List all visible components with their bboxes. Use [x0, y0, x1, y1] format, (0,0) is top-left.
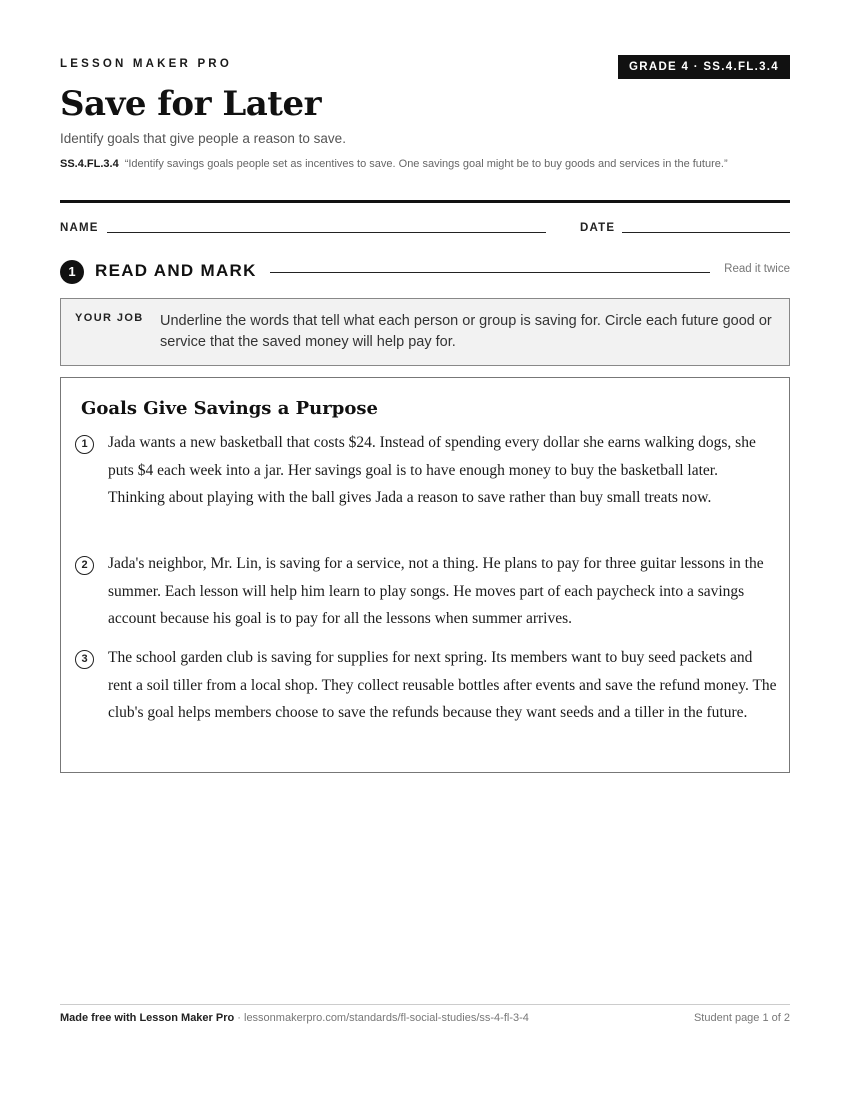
paragraph-text: Jada wants a new basketball that costs $24. Instead of spending every dollar she earns walking dogs, she puts $4 each week into a jar. Her savings goal is to have enough money to buy the basketball later. Thinking about playing with the ball gives Jada a reason to save rather than buy small treats now.: [108, 434, 756, 506]
instructions-label: YOUR JOB: [75, 312, 144, 324]
footer-divider: [60, 1004, 790, 1005]
header-divider: [60, 200, 790, 203]
worksheet-page: [60, 0, 790, 1100]
paragraph-number: 1: [75, 435, 94, 454]
paragraph-number: 2: [75, 556, 94, 575]
name-line[interactable]: [107, 232, 546, 233]
instructions-text: Underline the words that tell what each person or group is saving for. Circle each future good or service that the saved money will help pay for.: [160, 313, 772, 350]
footer-credit: [60, 1012, 529, 1024]
standard-code: SS.4.FL.3.4: [60, 158, 119, 170]
brand-name: LESSON MAKER PRO: [60, 58, 232, 70]
reading-title: Goals Give Savings a Purpose: [81, 398, 378, 419]
section-rule: [270, 272, 710, 273]
page-title: Save for Later: [60, 84, 322, 124]
footer-url[interactable]: · lessonmakerpro.com/standards/fl-social-studies/ss-4-fl-3-4: [237, 1012, 529, 1024]
date-line[interactable]: [622, 232, 790, 233]
date-label: DATE: [580, 222, 616, 234]
page-subtitle: Identify goals that give people a reason to save.: [60, 131, 346, 146]
reading-passage-box: [60, 377, 790, 773]
section-header: [60, 259, 790, 285]
footer-page-number: Student page 1 of 2: [693, 1012, 790, 1024]
name-date-row: [60, 222, 790, 236]
top-bar: [60, 55, 790, 79]
name-label: NAME: [60, 222, 99, 234]
paragraph-number: 3: [75, 650, 94, 669]
standard-statement: [60, 156, 760, 173]
paragraph-text: The school garden club is saving for supplies for next spring. Its members want to buy seed packets and rent a soil tiller from a local shop. They collect reusable bottles after events and save the refund money. The club's goal helps members choose to save the refunds because they want seeds and a tiller in the future.: [108, 649, 777, 721]
grade-badge: GRADE 4 · SS.4.FL.3.4: [618, 55, 790, 79]
instructions-box: [60, 298, 790, 366]
footer-made-with: Made free with Lesson Maker Pro: [60, 1012, 235, 1024]
section-note: Read it twice: [724, 263, 790, 275]
standard-text: “Identify savings goals people set as incentives to save. One savings goal might be to buy goods and services in the future.”: [124, 158, 728, 170]
section-title: READ AND MARK: [95, 261, 257, 280]
step-number-badge: 1: [60, 260, 84, 284]
paragraph-text: Jada's neighbor, Mr. Lin, is saving for a service, not a thing. He plans to pay for three guitar lessons in the summer. Each lesson will help him learn to play songs. He moves part of each paycheck into a savings account because his goal is to pay for all the lessons when summer arrives.: [108, 555, 764, 627]
